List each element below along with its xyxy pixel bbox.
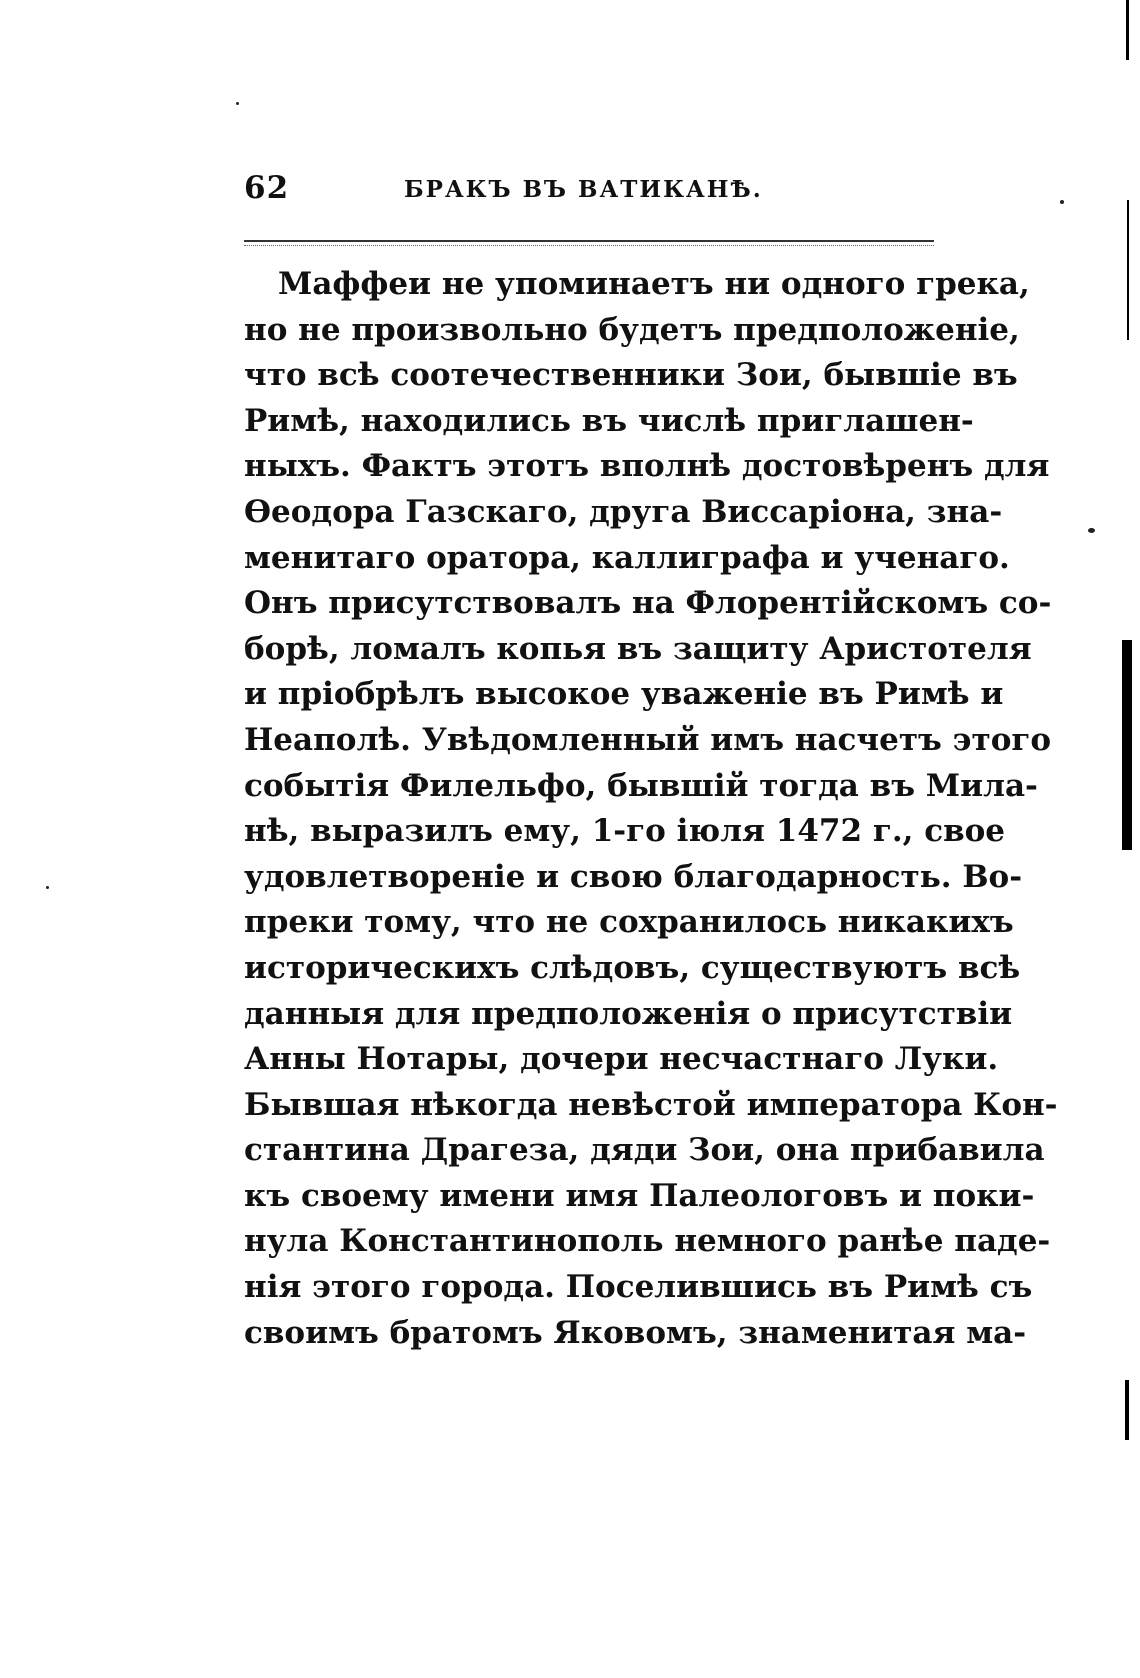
text-line: нула Константинополь немного ранѣе паде- — [244, 1223, 1051, 1260]
text-line: Бывшая нѣкогда невѣстой императора Кон- — [244, 1086, 1058, 1123]
text-line: къ своему имени имя Палеологовъ и поки- — [244, 1177, 1035, 1214]
scan-edge-line — [1125, 1380, 1129, 1440]
body-text — [244, 262, 1058, 1356]
text-line: историческихъ слѣдовъ, существуютъ всѣ — [244, 949, 1021, 986]
text-line: удовлетвореніе и свою благодарность. Во- — [244, 858, 1023, 895]
page-number: 62 — [244, 170, 290, 206]
text-line: но не произвольно будетъ предположеніе, — [244, 311, 1020, 348]
text-line: борѣ, ломалъ копья въ защиту Аристотеля — [244, 630, 1032, 667]
scan-speck — [1088, 528, 1095, 533]
text-line: Римѣ, находились въ числѣ приглашен- — [244, 402, 974, 439]
header-rule — [244, 240, 934, 246]
text-line: что всѣ соотечественники Зои, бывшіе въ — [244, 357, 1018, 394]
scan-edge-line — [1127, 200, 1129, 340]
scan-edge-line — [1122, 640, 1132, 850]
text-line: менитаго оратора, каллиграфа и ученаго. — [244, 539, 1010, 576]
text-line: преки тому, что не сохранилось никакихъ — [244, 904, 1014, 941]
scan-edge-line — [1126, 0, 1129, 60]
text-line: нія этого города. Поселившись въ Римѣ съ — [244, 1269, 1033, 1306]
scan-speck — [1060, 200, 1064, 204]
scan-speck — [46, 886, 49, 889]
text-line: Анны Нотары, дочери несчастнаго Луки. — [244, 1041, 999, 1078]
text-line: данныя для предположенія о присутствіи — [244, 995, 1013, 1032]
text-line: своимъ братомъ Яковомъ, знаменитая ма- — [244, 1314, 1027, 1351]
text-line: событія Филельфо, бывшій тогда въ Мила- — [244, 767, 1038, 804]
running-title: БРАКЪ ВЪ ВАТИКАНѢ. — [404, 176, 763, 203]
text-line: ныхъ. Фактъ этотъ вполнѣ достовѣренъ для — [244, 448, 1050, 485]
text-line: Онъ присутствовалъ на Флорентійскомъ со- — [244, 585, 1052, 622]
text-line: Неаполѣ. Увѣдомленный имъ насчетъ этого — [244, 721, 1052, 758]
text-line: Ѳеодора Газскаго, друга Виссаріона, зна- — [244, 493, 1003, 530]
text-line: нѣ, выразилъ ему, 1-го іюля 1472 г., свое — [244, 813, 1006, 850]
text-line: стантина Драгеза, дяди Зои, она прибавила — [244, 1132, 1045, 1169]
page-header — [244, 170, 934, 214]
scan-speck — [236, 102, 239, 105]
text-line: Маффеи не упоминаетъ ни одного грека, — [278, 266, 1030, 302]
text-line: и пріобрѣлъ высокое уваженіе въ Римѣ и — [244, 676, 1004, 713]
